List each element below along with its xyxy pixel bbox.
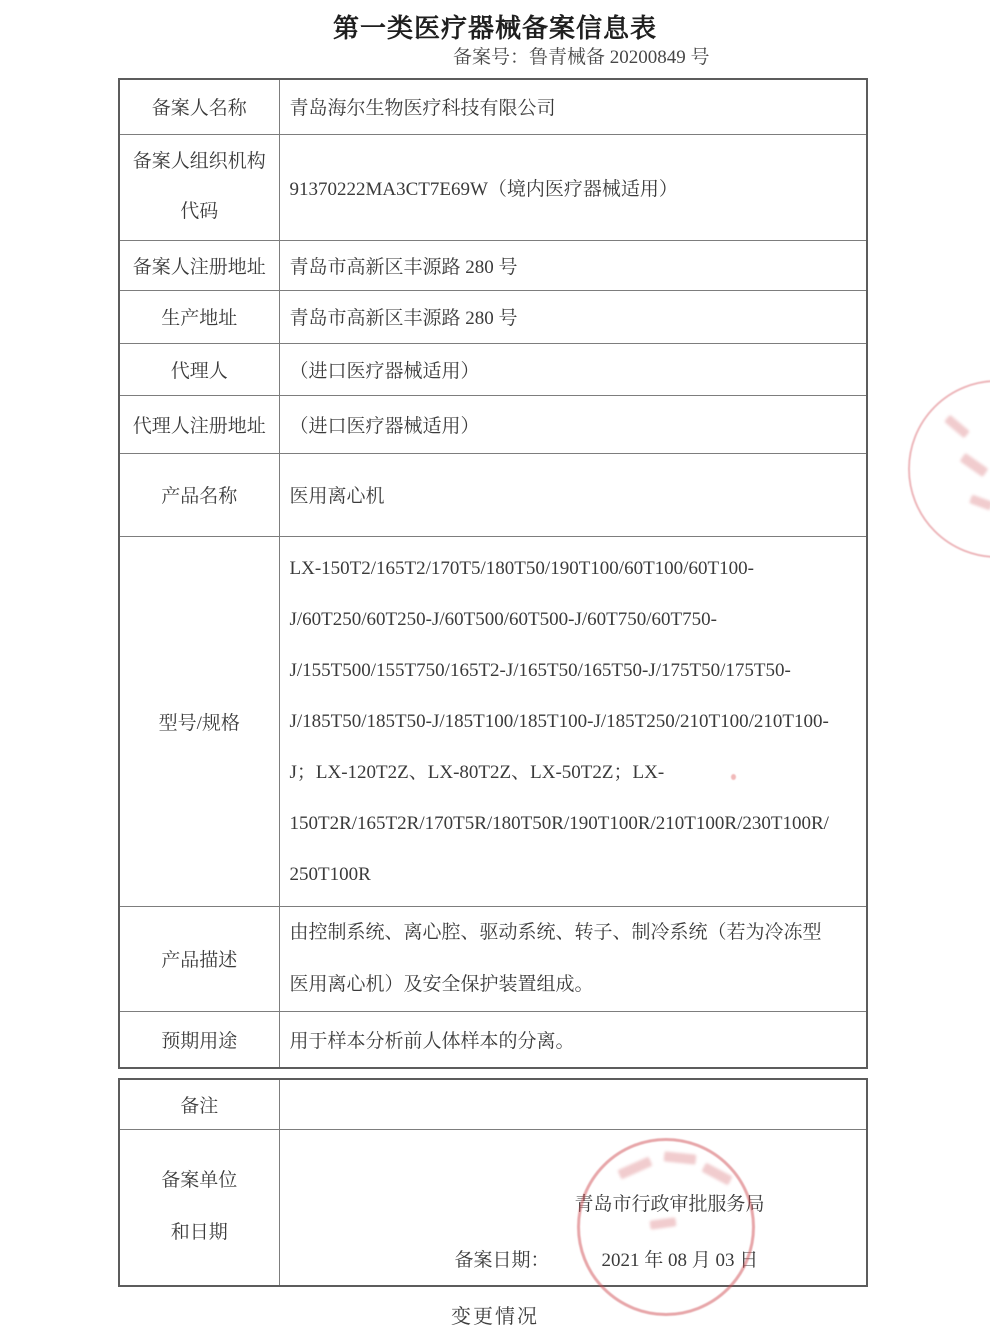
table-row-agent <box>119 343 867 395</box>
model-line: J/185T50/185T50-J/185T100/185T100-J/185T250/210T100/210T100- <box>289 710 829 732</box>
record-date-line <box>455 1248 859 1274</box>
row-value: 医用离心机 <box>279 453 867 536</box>
row-label: 生产地址 <box>119 290 279 343</box>
description-line: 由控制系统、离心腔、驱动系统、转子、制冷系统（若为冷冻型 <box>289 921 822 943</box>
row-label: 代理人 <box>119 343 279 395</box>
record-date-label: 备案日期： <box>454 1249 550 1271</box>
row-value: （进口医疗器械适用） <box>279 395 867 453</box>
table-row-registered-address <box>119 240 867 290</box>
model-line: J/155T500/155T750/165T2-J/165T50/165T50-J/175T50/175T50- <box>289 659 791 681</box>
model-line: 250T100R <box>289 863 371 885</box>
row-value: 青岛海尔生物医疗科技有限公司 <box>279 79 867 134</box>
record-footer-table <box>118 1078 868 1287</box>
row-value: 91370222MA3CT7E69W（境内医疗器械适用） <box>279 134 867 240</box>
seal-stroke <box>969 495 990 511</box>
row-label-line: 代码 <box>180 201 219 222</box>
row-value: （进口医疗器械适用） <box>279 343 867 395</box>
model-line: LX-150T2/165T2/170T5/180T50/190T100/60T100/60T100- <box>289 557 754 579</box>
registration-info-table <box>118 78 868 1069</box>
row-label: 备注 <box>119 1079 279 1129</box>
row-label-line: 和日期 <box>170 1222 228 1244</box>
page-title: 第一类医疗器械备案信息表 <box>332 14 657 43</box>
model-line: J/60T250/60T250-J/60T500/60T500-J/60T750/60T750- <box>289 608 717 630</box>
row-label <box>119 134 279 240</box>
remark-value-empty <box>279 1079 867 1129</box>
row-label-line: 备案单位 <box>161 1170 238 1192</box>
table-row-org-code <box>119 134 867 240</box>
row-label: 产品描述 <box>119 906 279 1011</box>
row-value <box>279 906 867 1011</box>
row-label: 备案人名称 <box>119 79 279 134</box>
row-value: 用于样本分析前人体样本的分离。 <box>279 1011 867 1068</box>
record-date-value: 2021 年 08 月 03 日 <box>601 1249 759 1271</box>
table-row-record-unit-date <box>119 1129 867 1286</box>
table-row-remark <box>119 1079 867 1129</box>
record-number: 备案号：鲁青械备 20200849 号 <box>453 47 710 68</box>
table-row-product-description <box>119 906 867 1011</box>
row-value <box>279 1129 867 1286</box>
seal-stroke <box>960 453 989 477</box>
table-row-model-spec <box>119 536 867 906</box>
record-unit-name: 青岛市行政审批服务局 <box>574 1193 765 1215</box>
change-section-label: 变更情况 <box>451 1306 539 1328</box>
table-row-production-address <box>119 290 867 343</box>
seal-stroke <box>944 415 970 439</box>
description-line: 医用离心机）及安全保护装置组成。 <box>289 973 594 995</box>
row-label-line: 备案人组织机构 <box>132 151 266 172</box>
row-value <box>279 536 867 906</box>
table-row-intended-use <box>119 1011 867 1068</box>
table-row-agent-address <box>119 395 867 453</box>
row-label: 预期用途 <box>119 1011 279 1068</box>
official-seal-right-edge <box>908 380 990 558</box>
row-value: 青岛市高新区丰源路 280 号 <box>279 240 867 290</box>
row-label: 代理人注册地址 <box>119 395 279 453</box>
row-label: 产品名称 <box>119 453 279 536</box>
table-row-registrant-name <box>119 79 867 134</box>
row-label <box>119 1129 279 1286</box>
red-ink-speck <box>731 774 736 780</box>
row-label: 备案人注册地址 <box>119 240 279 290</box>
model-line: 150T2R/165T2R/170T5R/180T50R/190T100R/210T100R/230T100R/ <box>289 812 829 834</box>
row-value: 青岛市高新区丰源路 280 号 <box>279 290 867 343</box>
row-label: 型号/规格 <box>119 536 279 906</box>
model-line: J；LX-120T2Z、LX-80T2Z、LX-50T2Z；LX- <box>289 761 665 783</box>
table-row-product-name <box>119 453 867 536</box>
